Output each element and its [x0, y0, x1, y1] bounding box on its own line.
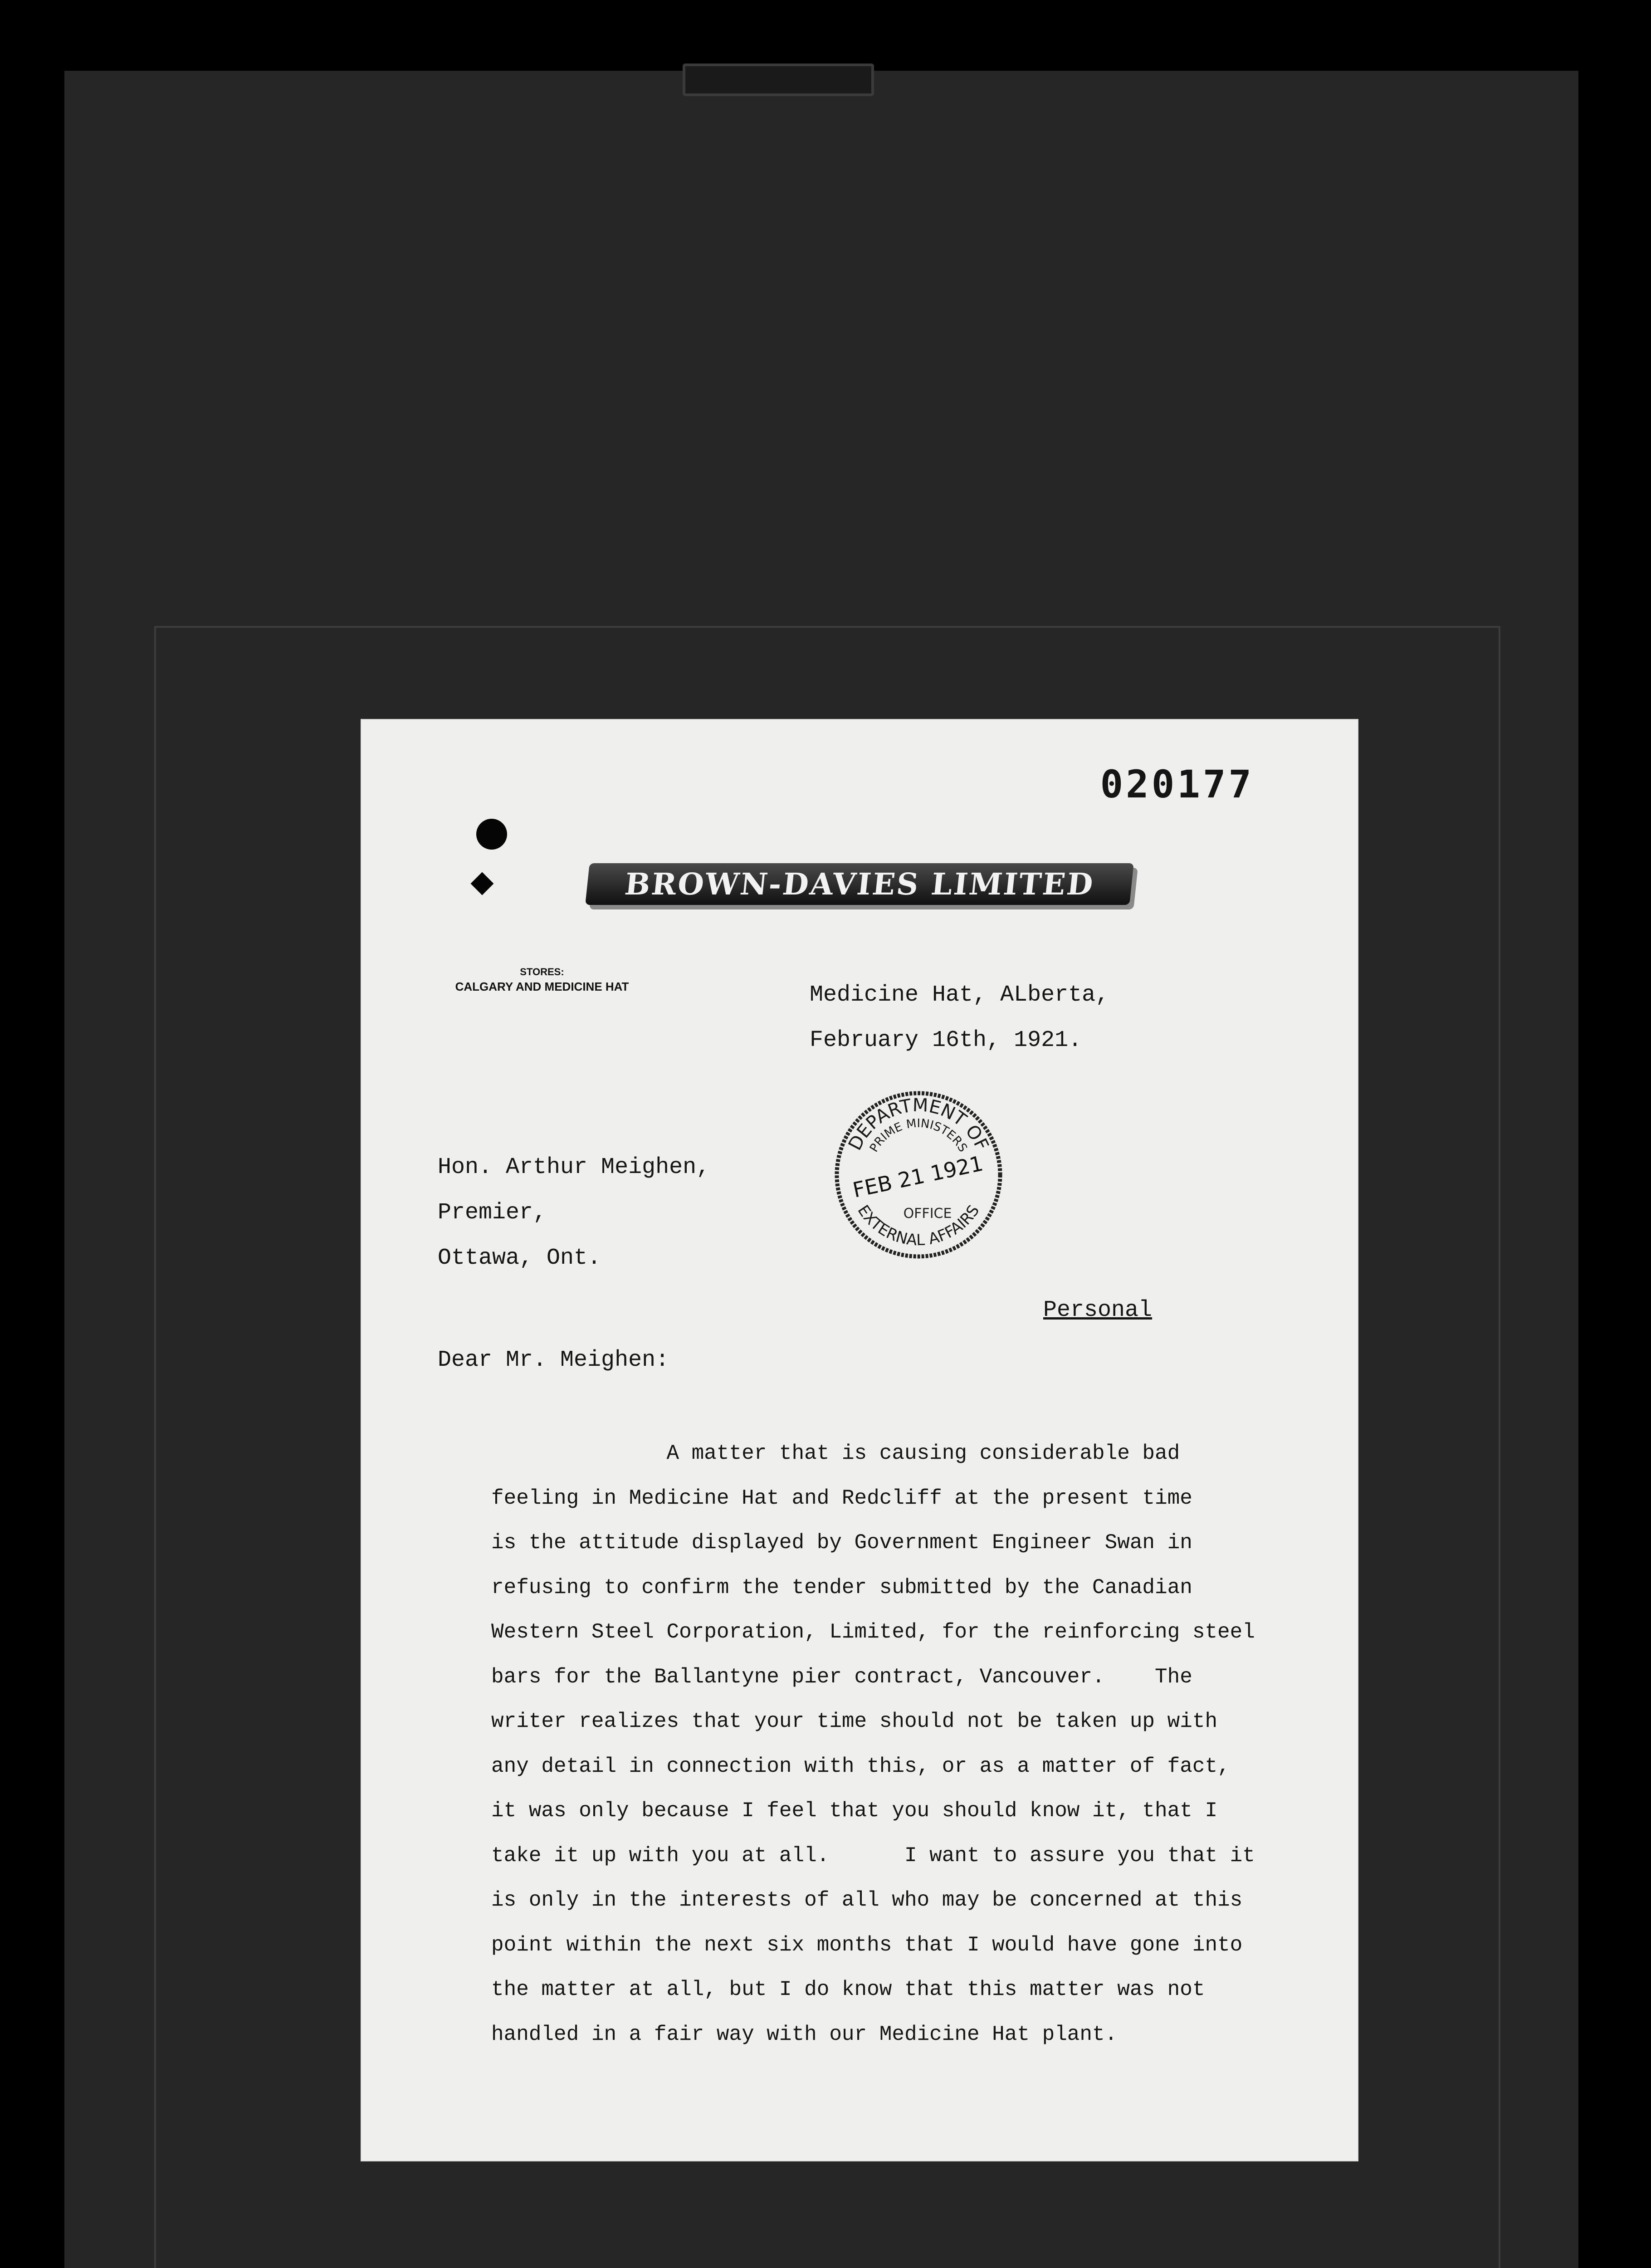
letter-date: February 16th, 1921.: [810, 1027, 1082, 1053]
body-line: the matter at all, but I do know that this matter was not: [491, 1978, 1205, 2001]
document-number: 020177: [1100, 762, 1254, 807]
body-line: take it up with you at all. I want to assure you that it: [491, 1843, 1255, 1867]
stamp-bottom-text: EXTERNAL AFFAIRS: [854, 1202, 983, 1250]
film-top-edge: [0, 0, 1651, 71]
body-line: A matter that is causing considerable bad: [491, 1442, 1180, 1465]
film-clip-mark: [683, 64, 874, 96]
body-line: is the attitude displayed by Government Engineer Swan in: [491, 1531, 1192, 1554]
letter-body: [491, 1431, 1255, 2057]
punch-mark: [471, 872, 494, 895]
body-line: Western Steel Corporation, Limited, for the reinforcing steel: [491, 1620, 1255, 1644]
stamp-office: OFFICE: [903, 1206, 952, 1222]
punch-hole: [476, 819, 507, 850]
stamp-sub-text: PRIME MINISTERS: [867, 1116, 970, 1155]
body-line: writer realizes that your time should not be taken up with: [491, 1710, 1218, 1733]
body-line: point within the next six months that I would have gone into: [491, 1933, 1243, 1957]
letter-place: Medicine Hat, ALberta,: [810, 982, 1109, 1008]
body-line: is only in the interests of all who may be concerned at this: [491, 1888, 1243, 1912]
body-line: handled in a fair way with our Medicine Hat plant.: [491, 2022, 1118, 2046]
body-line: feeling in Medicine Hat and Redcliff at the present time: [491, 1486, 1192, 1510]
salutation: Dear Mr. Meighen:: [438, 1347, 669, 1373]
received-stamp: [830, 1086, 1007, 1263]
letterhead-stores-locations: CALGARY AND MEDICINE HAT: [455, 980, 629, 993]
stamp-top-text: DEPARTMENT OF: [844, 1095, 993, 1154]
letterhead-company: BROWN-DAVIES LIMITED: [585, 863, 1134, 905]
letter-page: [361, 719, 1358, 2161]
recipient-title: Premier,: [438, 1200, 547, 1226]
body-line: refusing to confirm the tender submitted by the Canadian: [491, 1575, 1192, 1599]
body-line: any detail in connection with this, or as a matter of fact,: [491, 1754, 1230, 1778]
personal-label: Personal: [1043, 1297, 1153, 1323]
stamp-date: FEB 21 1921: [850, 1151, 986, 1202]
recipient-name: Hon. Arthur Meighen,: [438, 1154, 710, 1180]
body-line: bars for the Ballantyne pier contract, Vancouver. The: [491, 1665, 1192, 1689]
body-line: it was only because I feel that you should know it, that I: [491, 1799, 1218, 1823]
letterhead-stores-label: STORES:: [520, 966, 564, 978]
recipient-city: Ottawa, Ont.: [438, 1245, 601, 1271]
